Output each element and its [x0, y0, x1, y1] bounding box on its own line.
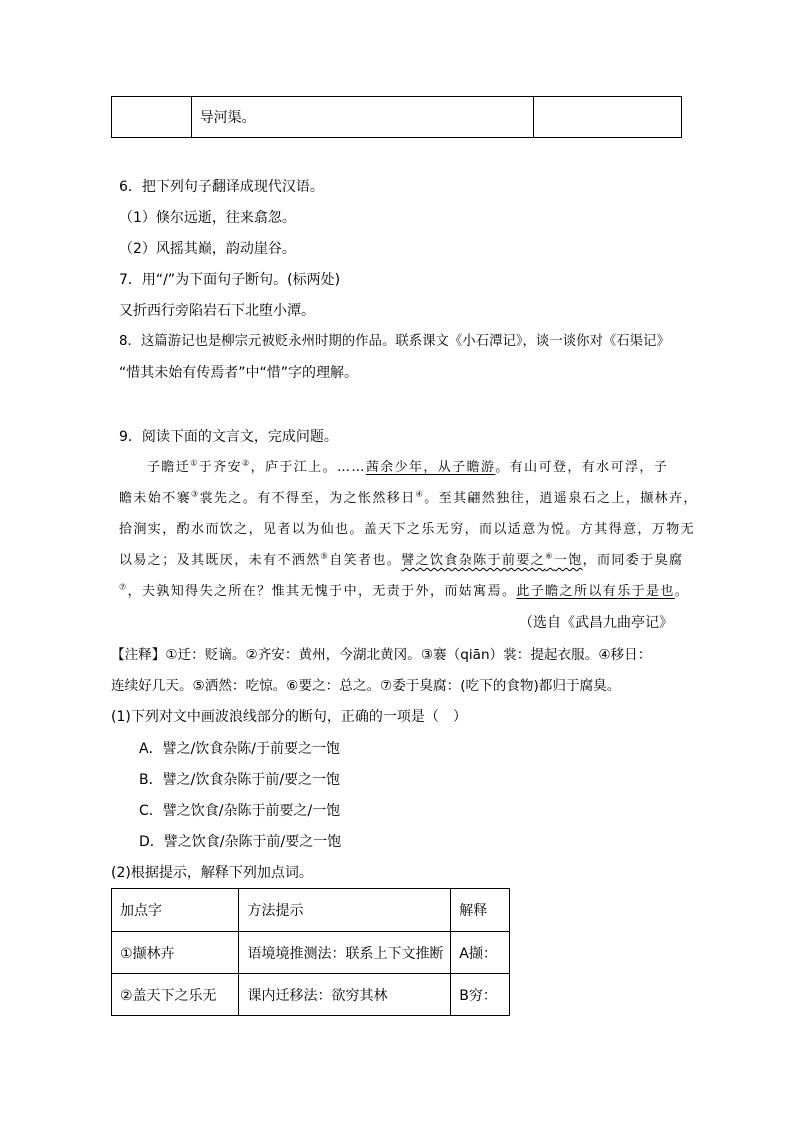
word-table-cell: A撷： [451, 932, 510, 974]
option-d: D．譬之饮食/杂陈于前/要之一饱 [139, 834, 342, 850]
q8-line-2: “惜其未始有传焉者”中“惜”字的理解。 [119, 365, 359, 381]
top-table-cell-empty-left [112, 97, 192, 138]
word-table-header-row [112, 889, 510, 932]
passage-line-5: ⑦，夫孰知得失之所在？惟其无愧于中，无责于外，而姑寓焉。此子瞻之所以有乐于是也。 [119, 582, 690, 599]
underlined-phrase-1: 茜余少年，从子瞻游 [365, 460, 496, 475]
passage-line-2: 瞻未始不褰③裳先之。有不得至，为之怅然移日④。至其翩然独往，逍遥泉石之上，撷林卉， [119, 489, 698, 506]
q7-title: 7．用“/”为下面句子断句。(标两处) [119, 272, 341, 288]
option-a: A．譬之/饮食杂陈/于前要之一饱 [139, 741, 341, 757]
notes-line-2: 连续好几天。⑤洒然：吃惊。⑥要之：总之。⑦委于臭腐：(吃下的食物)都归于腐臭。 [111, 678, 621, 694]
q6-title: 6．把下列句子翻译成现代汉语。 [119, 179, 324, 195]
passage-line-3: 拾涧实，酌水而饮之，见者以为仙也。盖天下之乐无穷，而以适意为悦。方其得意，万物无 [119, 522, 696, 537]
option-c: C．譬之饮食/杂陈于前要之/一饱 [139, 803, 341, 819]
passage-line-1: 子瞻迁①于齐安②，庐于江上。……茜余少年，从子瞻游。有山可登，有水可浮，子 [147, 458, 669, 475]
top-table-cell-empty-right [533, 97, 681, 138]
q9-title: 9．阅读下面的文言文，完成问题。 [119, 429, 338, 445]
q6-sentence-1: （1）倏尔远逝，往来翕忽。 [119, 210, 296, 226]
word-table [111, 888, 510, 1016]
q7-sentence: 又折西行旁陷岩石下北堕小潭。 [119, 303, 315, 319]
top-table-cell-text: 导河渠。 [191, 97, 533, 138]
notes-line-1: 【注释】①迁：贬谪。②齐安：黄州，今湖北黄冈。③褰（qiān）裳：提起衣服。④移日： [111, 647, 652, 663]
word-table-header: 解释 [451, 889, 510, 932]
word-table-header: 加点字 [112, 889, 239, 932]
table-row [112, 932, 510, 974]
q8-line-1: 8．这篇游记也是柳宗元被贬永州时期的作品。联系课文《小石潭记》，谈一谈你对《石渠记》 [119, 334, 670, 349]
q9-sub-1: (1)下列对文中画波浪线部分的断句，正确的一项是（ ） [111, 709, 467, 725]
passage-line-4: 以易之；及其既厌，未有不洒然⑤自笑者也。譬之饮食杂陈于前要之⑥一饱，而同委于臭腐 [119, 551, 684, 568]
word-table-header: 方法提示 [239, 889, 451, 932]
wavy-underlined-phrase: 譬之饮食杂陈于前要之⑥一饱 [401, 551, 583, 568]
word-table-cell: B穷： [451, 974, 510, 1016]
q6-sentence-2: （2）风摇其巅，韵动崖谷。 [119, 241, 296, 257]
word-table-cell: ②盖天下之乐无 [112, 974, 239, 1016]
option-b: B．譬之/饮食杂陈于前/要之一饱 [139, 772, 341, 788]
underlined-phrase-2: 此子瞻之所以有乐于是也 [516, 584, 675, 599]
q9-sub-2: (2)根据提示，解释下列加点词。 [111, 865, 313, 881]
table-row [112, 974, 510, 1016]
top-table [111, 96, 682, 138]
passage-source: （选自《武昌九曲亭记》 [519, 615, 673, 631]
word-table-cell: 课内迁移法：欲穷其林 [239, 974, 451, 1016]
word-table-cell: ①撷林卉 [112, 932, 239, 974]
word-table-cell: 语境境推测法：联系上下文推断 [239, 932, 451, 974]
